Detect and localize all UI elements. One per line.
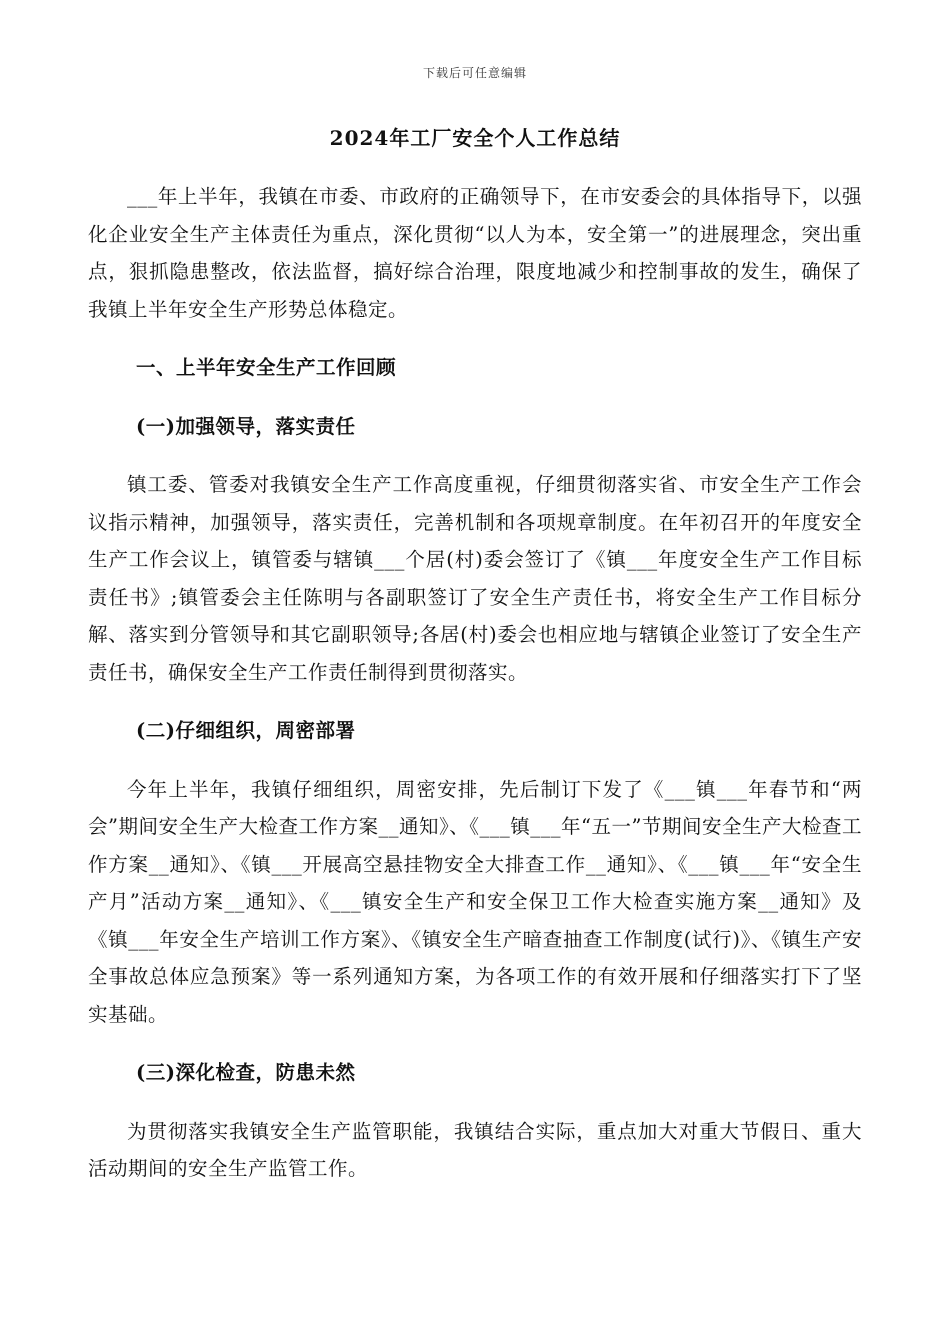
organization-paragraph: 今年上半年，我镇仔细组织，周密安排，先后制订下发了《___镇___年春节和“两会”期间安全生产大检查工作方案__通知》、《___镇___年“五一”节期间安全生产大检查工作方案__通知》、《镇___开展高空悬挂物安全大排查工作__通知》、《___镇___年“安全生产月”活动方案__通知》、《___镇安全生产和安全保卫工作大检查实施方案__通知》及《镇___年安全生产培训工作方案》、《镇安全生产暗查抽查工作制度(试行)》、《镇生产安全事故总体应急预案》等一系列通知方案，为各项工作的有效开展和仔细落实打下了坚实基础。: [88, 777, 862, 1026]
document-body: [88, 178, 862, 1209]
inspection-paragraph: 为贯彻落实我镇安全生产监管职能，我镇结合实际，重点加大对重大节假日、重大活动期间的安全生产监管工作。: [88, 1119, 862, 1180]
intro-paragraph: ___年上半年，我镇在市委、市政府的正确领导下，在市安委会的具体指导下，以强化企业安全生产主体责任为重点，深化贯彻“以人为本，安全第一”的进展理念，突出重点，狠抓隐患整改，依法监督，搞好综合治理，限度地减少和控制事故的发生，确保了我镇上半年安全生产形势总体稳定。: [88, 185, 862, 321]
section-heading-review: 一、上半年安全生产工作回顾: [136, 356, 397, 379]
header-note: 下载后可任意编辑: [422, 66, 527, 80]
subheading-organization: (二)仔细组织，周密部署: [136, 719, 356, 742]
document-title: 2024年工厂安全个人工作总结: [329, 126, 621, 150]
subheading-leadership: (一)加强领导，落实责任: [136, 414, 356, 438]
leadership-paragraph: 镇工委、管委对我镇安全生产工作高度重视，仔细贯彻落实省、市安全生产工作会议指示精神，加强领导，落实责任，完善机制和各项规章制度。在年初召开的年度安全生产工作会议上，镇管委与辖镇___个居(村)委会签订了《镇___年度安全生产工作目标责任书》;镇管委会主任陈明与各副职签订了安全生产责任书，将安全生产工作目标分解、落实到分管领导和其它副职领导;各居(村)委会也相应地与辖镇企业签订了安全生产责任书，确保安全生产工作责任制得到贯彻落实。: [88, 473, 862, 684]
subheading-inspection: (三)深化检查，防患未然: [136, 1061, 356, 1084]
